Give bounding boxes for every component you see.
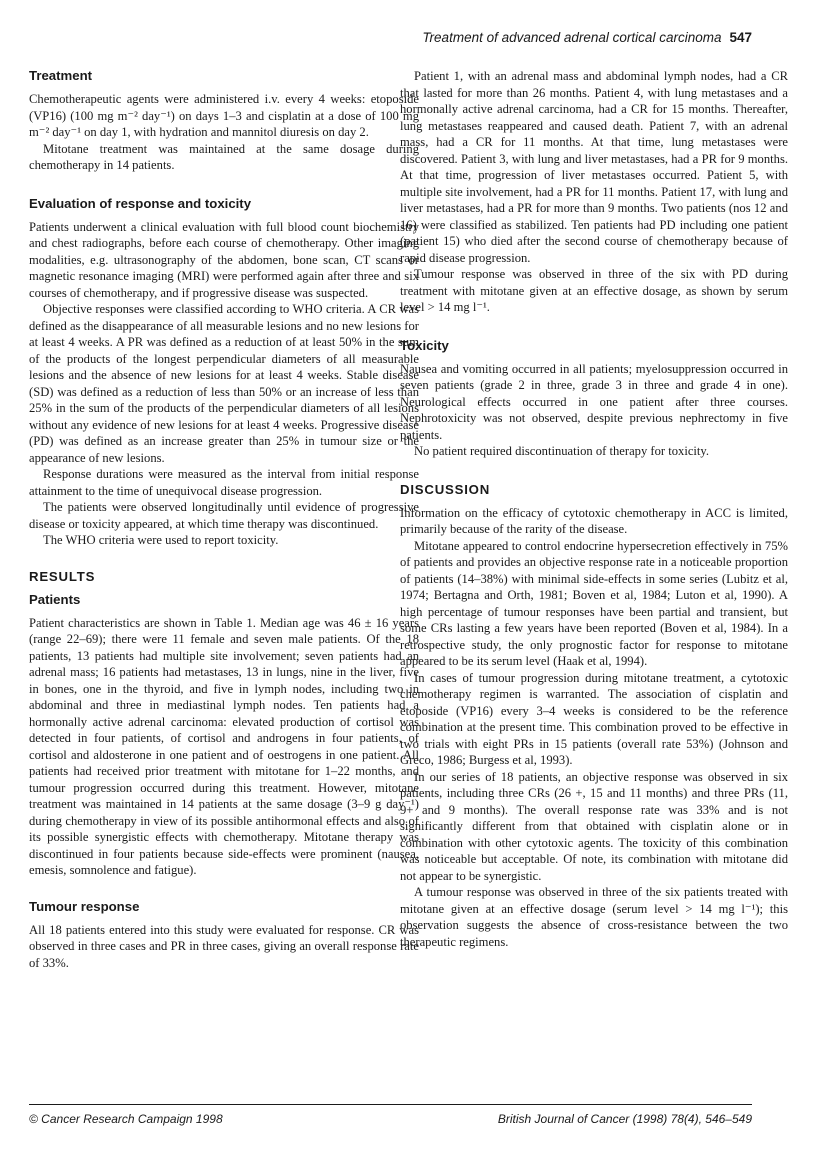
journal-citation: British Journal of Cancer (1998) 78(4), 546–549 [497, 1112, 752, 1126]
results-heading: RESULTS [29, 568, 96, 584]
patients-paragraph: Patient characteristics are shown in Table 1. Median age was 46 ± 16 years (range 22–69); there were 11 female and seven male patients. Of the 18 patients, 13 patients had multiple site involvement; seven patients had an adrenal mass; 16 patients had metastases, 13 in lungs, nine in the liver, five in bones, one in the thyroid, and five in lymph nodes, including two in abdominal and three in mediastinal lymph nodes. Ten patients had a hormonally active adrenal carcinoma: elevated production of cortisol was detected in four patients, of cortisol and androgens in four patients, of cortisol and aldosterone in one patient and of oestrogens in one patient. All patients had received prior treatment with mitotane for 1–22 months, and tumour progression occurred during this treatment. However, mitotane treatment was maintained in 14 patients at the same dosage (3–9 g day⁻¹) during chemotherapy in view of its possible antihormonal effects and also of its possible synergistic effects with chemotherapy. Mitotane therapy was discontinued in four patients because side-effects were prominent (nausea, emesis, somnolence and fatigue). [29, 615, 419, 877]
response-paragraph-2: Tumour response was observed in three of the six with PD during treatment with mitotane given at an effective dosage, as shown by serum level > 14 mg l⁻¹. [400, 267, 788, 314]
page-number: 547 [729, 30, 752, 45]
evaluation-paragraph-3: Response durations were measured as the interval from initial response attainment to the time of unequivocal disease progression. [29, 467, 419, 498]
toxicity-paragraph-2: No patient required discontinuation of therapy for toxicity. [414, 444, 710, 458]
running-title: Treatment of advanced adrenal cortical carcinoma [422, 30, 722, 45]
discussion-heading: DISCUSSION [400, 481, 491, 497]
tumour-response-heading: Tumour response [29, 898, 140, 914]
evaluation-paragraph-2: Objective responses were classified according to WHO criteria. A CR was defined as the disappearance of all measurable lesions and no new lesions for at least 4 weeks. A PR was defined as a reduction of at least 50% in the sum of the products of the longest perpendicular diameters of all measurable lesions and the absence of new lesions for at least 4 weeks. Stable disease (SD) was defined as a reduction of less than 50% or an increase of less than 25% in the sum of the products of the perpendicular diameters of all lesions without any evidence of new lesions for at least 4 weeks. Progressive disease (PD) was defined as an increase greater than 25% in tumour size or the appearance of new lesions. [29, 302, 419, 465]
left-column [29, 68, 419, 971]
toxicity-paragraph-1: Nausea and vomiting occurred in all patients; myelosuppression occurred in seven patients (grade 2 in three, grade 3 in three and grade 4 in one). Neurological effects occurred in one patient after three courses. Nephrotoxicity was not observed, despite previous nephrectomy in five patients. [400, 361, 788, 442]
copyright-notice: © Cancer Research Campaign 1998 [29, 1112, 223, 1126]
page-footer [29, 1104, 752, 1126]
discussion-paragraph-2: Mitotane appeared to control endocrine hypersecretion effectively in 75% of patients and provides an objective response rate in a noticeable proportion of patients (14–38%) with minimal side-effects in some series (Lubitz et al, 1974; Bertagna and Orth, 1981; Boven et al, 1984; Luton et al, 1990). A high percentage of tumour responses have been partial and transient, but some CRs lasting a few years have been reported (Boven et al, 1984). In a retrospective study, the only prognostic factor for response to mitotane appeared to be its serum level (Haak et al, 1994). [400, 538, 788, 668]
response-paragraph-1: Patient 1, with an adrenal mass and abdominal lymph nodes, had a CR that lasted for more than 26 months. Patient 4, with lung metastases and a hormonally active adrenal carcinoma, had a CR for 15 months. Thereafter, lung metastases reappeared and caused death. Patient 7, with an adrenal mass, had a CR for 11 months. At that time, lung metastases were discovered. Patient 3, with lung and liver metastases, had a PR for 9 months. At that time, progression of liver metastases occurred. Patient 5, with multiple site involvement, had a PR for 11 months. Patient 17, with lung and liver metastases, had a PR for more than 9 months. Two patients (nos 12 and 16) were classified as stabilized. Ten patients had PD including one patient (patient 15) who died after the second course of chemotherapy because of rapid disease progression. [400, 69, 788, 265]
discussion-paragraph-3: In cases of tumour progression during mitotane treatment, a cytotoxic chemotherapy regimen is warranted. The association of cisplatin and etoposide (VP16) every 3–4 weeks is considered to be the reference combination at the present time. This combination proved to be effective in two trials with eight PRs in 15 patients (overall rate 53%) (Johnson and Greco, 1986; Burgess et al, 1993). [400, 670, 788, 767]
discussion-paragraph-4: In our series of 18 patients, an objective response was observed in six patients, including three CRs (26 +, 15 and 11 months) and three PRs (11, 9+ and 9 months). The overall response rate was 33% and is not significantly different from that obtained with cisplatin alone or in combination with other cytotoxic agents. The toxicity of this combination was noticeable but acceptable. Of note, its combination with mitotane did not appear to be synergistic. [400, 769, 788, 883]
running-head [422, 30, 752, 45]
right-column [400, 68, 788, 950]
evaluation-paragraph-1: Patients underwent a clinical evaluation with full blood count biochemistry and chest radiographs, before each course of chemotherapy. Other imaging modalities, e.g. ultrasonography of the abdomen, bone scan, CT scans or magnetic resonance imaging (MRI) were performed again after three and six courses of chemotherapy, and if progressive disease was suspected. [29, 219, 419, 300]
discussion-paragraph-1: Information on the efficacy of cytotoxic chemotherapy in ACC is limited, primarily because of the rarity of the disease. [400, 505, 788, 536]
treatment-paragraph-2: Mitotane treatment was maintained at the same dosage during chemotherapy in 14 patients. [29, 141, 419, 172]
treatment-heading: Treatment [29, 68, 93, 83]
patients-heading: Patients [29, 591, 81, 607]
toxicity-heading: Toxicity [400, 337, 449, 353]
evaluation-heading: Evaluation of response and toxicity [29, 195, 252, 211]
evaluation-paragraph-4: The patients were observed longitudinally until evidence of progressive disease or toxicity appeared, at which time therapy was discontinued. [29, 500, 419, 531]
tumour-response-paragraph: All 18 patients entered into this study were evaluated for response. CR was observed in three cases and PR in three cases, giving an overall response rate of 33%. [29, 922, 419, 970]
treatment-paragraph-1: Chemotherapeutic agents were administered i.v. every 4 weeks: etoposide (VP16) (100 mg m⁻² day⁻¹) on days 1–3 and cisplatin at a dose of 100 mg m⁻² day⁻¹ on day 1, with hydration and mannitol diuresis on day 2. [29, 92, 419, 139]
evaluation-paragraph-5: The WHO criteria were used to report toxicity. [43, 533, 279, 547]
discussion-paragraph-5: A tumour response was observed in three of the six patients treated with mitotane given at an effective dosage (serum level > 14 mg l⁻¹); this observation suggests the absence of cross-resistance between the two therapeutic regimens. [400, 885, 788, 949]
